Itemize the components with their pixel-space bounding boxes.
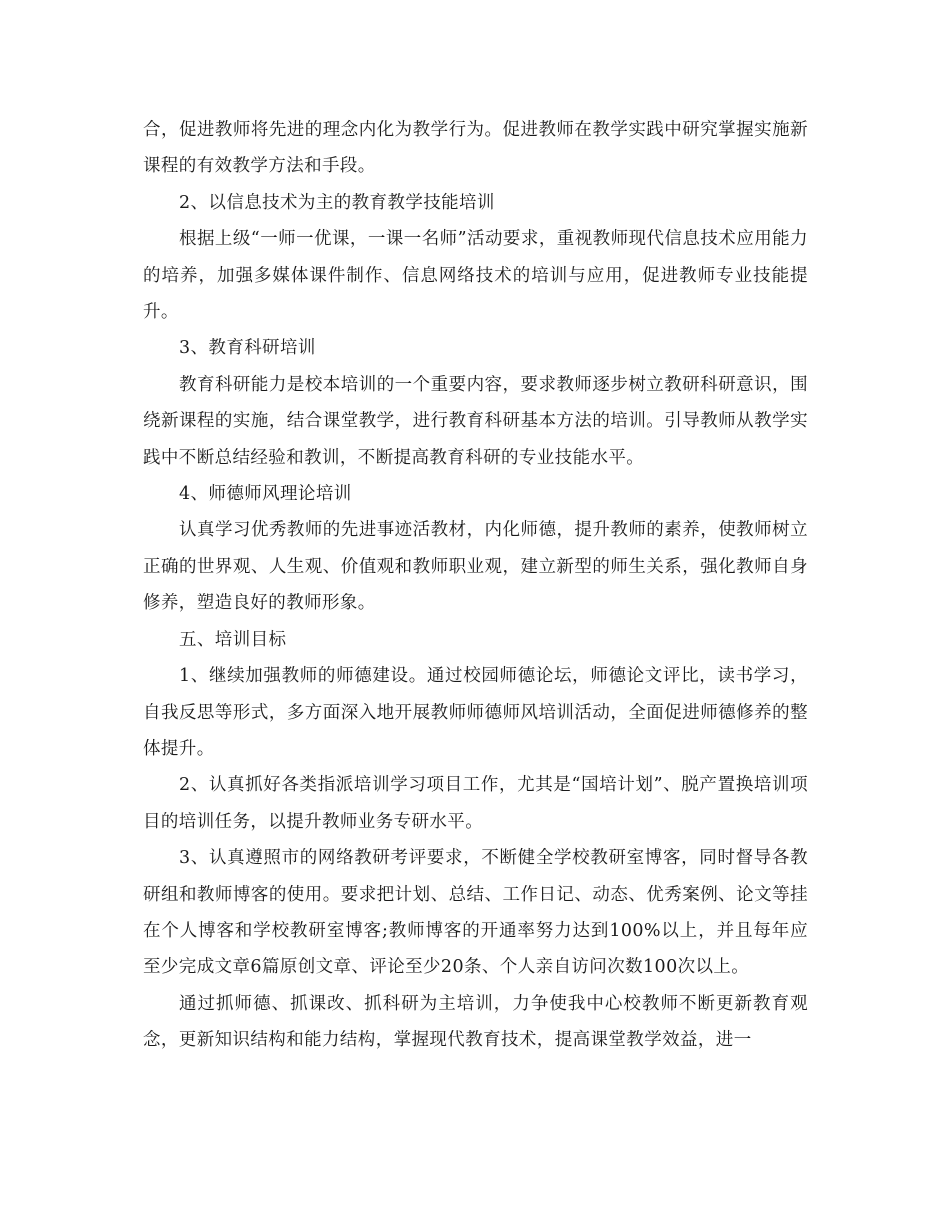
section-heading: 五、培训目标 [179, 629, 287, 650]
paragraph: 通过抓师德、抓课改、抓科研为主培训，力争使我中心校教师不断更新教育观念，更新知识结构和能力结构，掌握现代教育技术，提高课堂教学效益，进一 [143, 993, 808, 1051]
paragraph: 3、认真遵照市的网络教研考评要求，不断健全学校教研室博客，同时督导各教研组和教师博客的使用。要求把计划、总结、工作日记、动态、优秀案例、论文等挂在个人博客和学校教研室博客;教师博客的开通率努力达到100%以上，并且每年应至少完成文章6篇原创文章、评论至少20条、个人亲自访问次数100次以上。 [143, 848, 808, 978]
paragraph: 合，促进教师将先进的理念内化为教学行为。促进教师在教学实践中研究掌握实施新课程的有效教学方法和手段。 [143, 120, 808, 177]
section-heading: 4、师德师风理论培训 [179, 484, 352, 505]
paragraph: 1、继续加强教师的师德建设。通过校园师德论坛，师德论文评比，读书学习，自我反思等形式，多方面深入地开展教师师德师风培训活动，全面促进师德修养的整体提升。 [143, 666, 808, 759]
document-body [143, 112, 808, 1059]
paragraph: 根据上级“一师一优课，一课一名师”活动要求，重视教师现代信息技术应用能力的培养，加强多媒体课件制作、信息网络技术的培训与应用，促进教师专业技能提升。 [143, 229, 808, 323]
paragraph: 2、认真抓好各类指派培训学习项目工作，尤其是“国培计划”、脱产置换培训项目的培训任务，以提升教师业务专研水平。 [143, 775, 808, 832]
section-heading: 3、教育科研培训 [179, 338, 316, 359]
paragraph: 认真学习优秀教师的先进事迹活教材，内化师德，提升教师的素养，使教师树立正确的世界观、人生观、价值观和教师职业观，建立新型的师生关系，强化教师自身修养，塑造良好的教师形象。 [143, 520, 808, 614]
section-heading: 2、以信息技术为主的教育教学技能培训 [179, 192, 495, 213]
paragraph: 教育科研能力是校本培训的一个重要内容，要求教师逐步树立教研科研意识，围绕新课程的实施，结合课堂教学，进行教育科研基本方法的培训。引导教师从教学实践中不断总结经验和教训，不断提高教育科研的专业技能水平。 [143, 374, 808, 468]
